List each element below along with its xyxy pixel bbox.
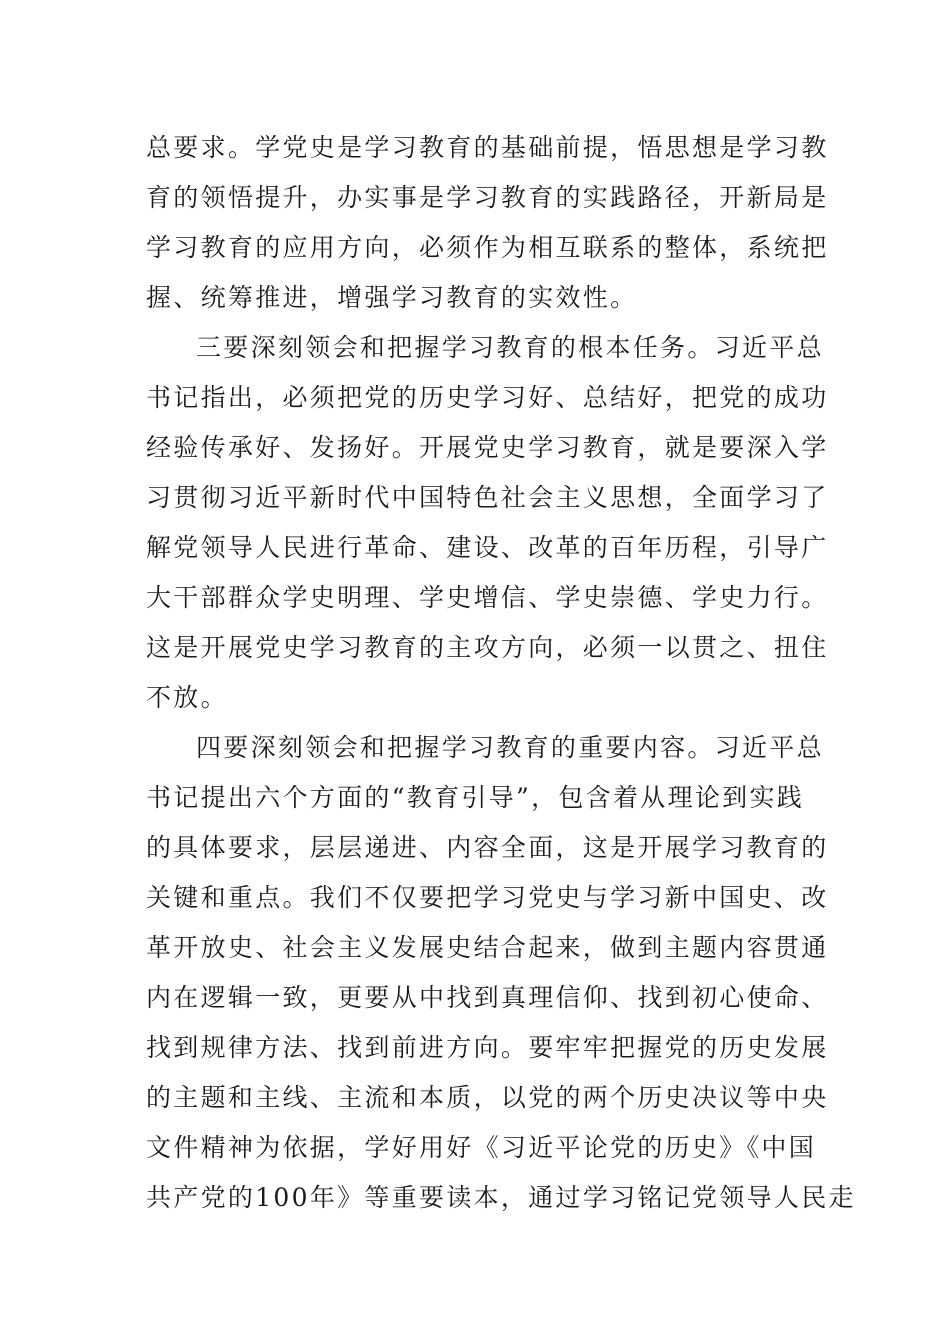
paragraph-line: 共产党的100年》等重要读本，通过学习铭记党领导人民走 (146, 1183, 856, 1212)
paragraph-line: 四要深刻领会和把握学习教育的重要内容。习近平总 (196, 733, 824, 762)
paragraph-line: 大干部群众学史明理、学史增信、学史崇德、学史力行。 (146, 583, 829, 612)
paragraph-line: 这是开展党史学习教育的主攻方向，必须一以贯之、扭住 (146, 633, 829, 662)
paragraph-line: 握、统筹推进，增强学习教育的实效性。 (146, 283, 638, 312)
paragraph-line: 关键和重点。我们不仅要把学习党史与学习新中国史、改 (146, 883, 829, 912)
paragraph-fundamental-task (146, 323, 829, 723)
paragraph-important-content (146, 723, 856, 1223)
paragraph-line: 总要求。学党史是学习教育的基础前提，悟思想是学习教 (146, 133, 829, 162)
paragraph-line: 学习教育的应用方向，必须作为相互联系的整体，系统把 (146, 233, 829, 262)
paragraph-line: 找到规律方法、找到前进方向。要牢牢把握党的历史发展 (146, 1033, 829, 1062)
paragraph-general-requirements (146, 123, 829, 323)
paragraph-line: 习贯彻习近平新时代中国特色社会主义思想，全面学习了 (146, 483, 829, 512)
paragraph-line: 书记指出，必须把党的历史学习好、总结好，把党的成功 (146, 383, 829, 412)
paragraph-line: 革开放史、社会主义发展史结合起来，做到主题内容贯通 (146, 933, 829, 962)
paragraph-line: 经验传承好、发扬好。开展党史学习教育，就是要深入学 (146, 433, 829, 462)
paragraph-line: 内在逻辑一致，更要从中找到真理信仰、找到初心使命、 (146, 983, 829, 1012)
paragraph-line: 不放。 (146, 683, 228, 712)
paragraph-line: 书记提出六个方面的“教育引导”，包含着从理论到实践 (146, 783, 805, 812)
paragraph-line: 解党领导人民进行革命、建设、改革的百年历程，引导广 (146, 533, 829, 562)
document-body (146, 123, 856, 1223)
paragraph-line: 的具体要求，层层递进、内容全面，这是开展学习教育的 (146, 833, 829, 862)
paragraph-line: 的主题和主线、主流和本质，以党的两个历史决议等中央 (146, 1083, 829, 1112)
paragraph-line: 三要深刻领会和把握学习教育的根本任务。习近平总 (196, 333, 824, 362)
paragraph-line: 育的领悟提升，办实事是学习教育的实践路径，开新局是 (146, 183, 829, 212)
paragraph-line: 文件精神为依据，学好用好《习近平论党的历史》《中国 (146, 1133, 817, 1162)
